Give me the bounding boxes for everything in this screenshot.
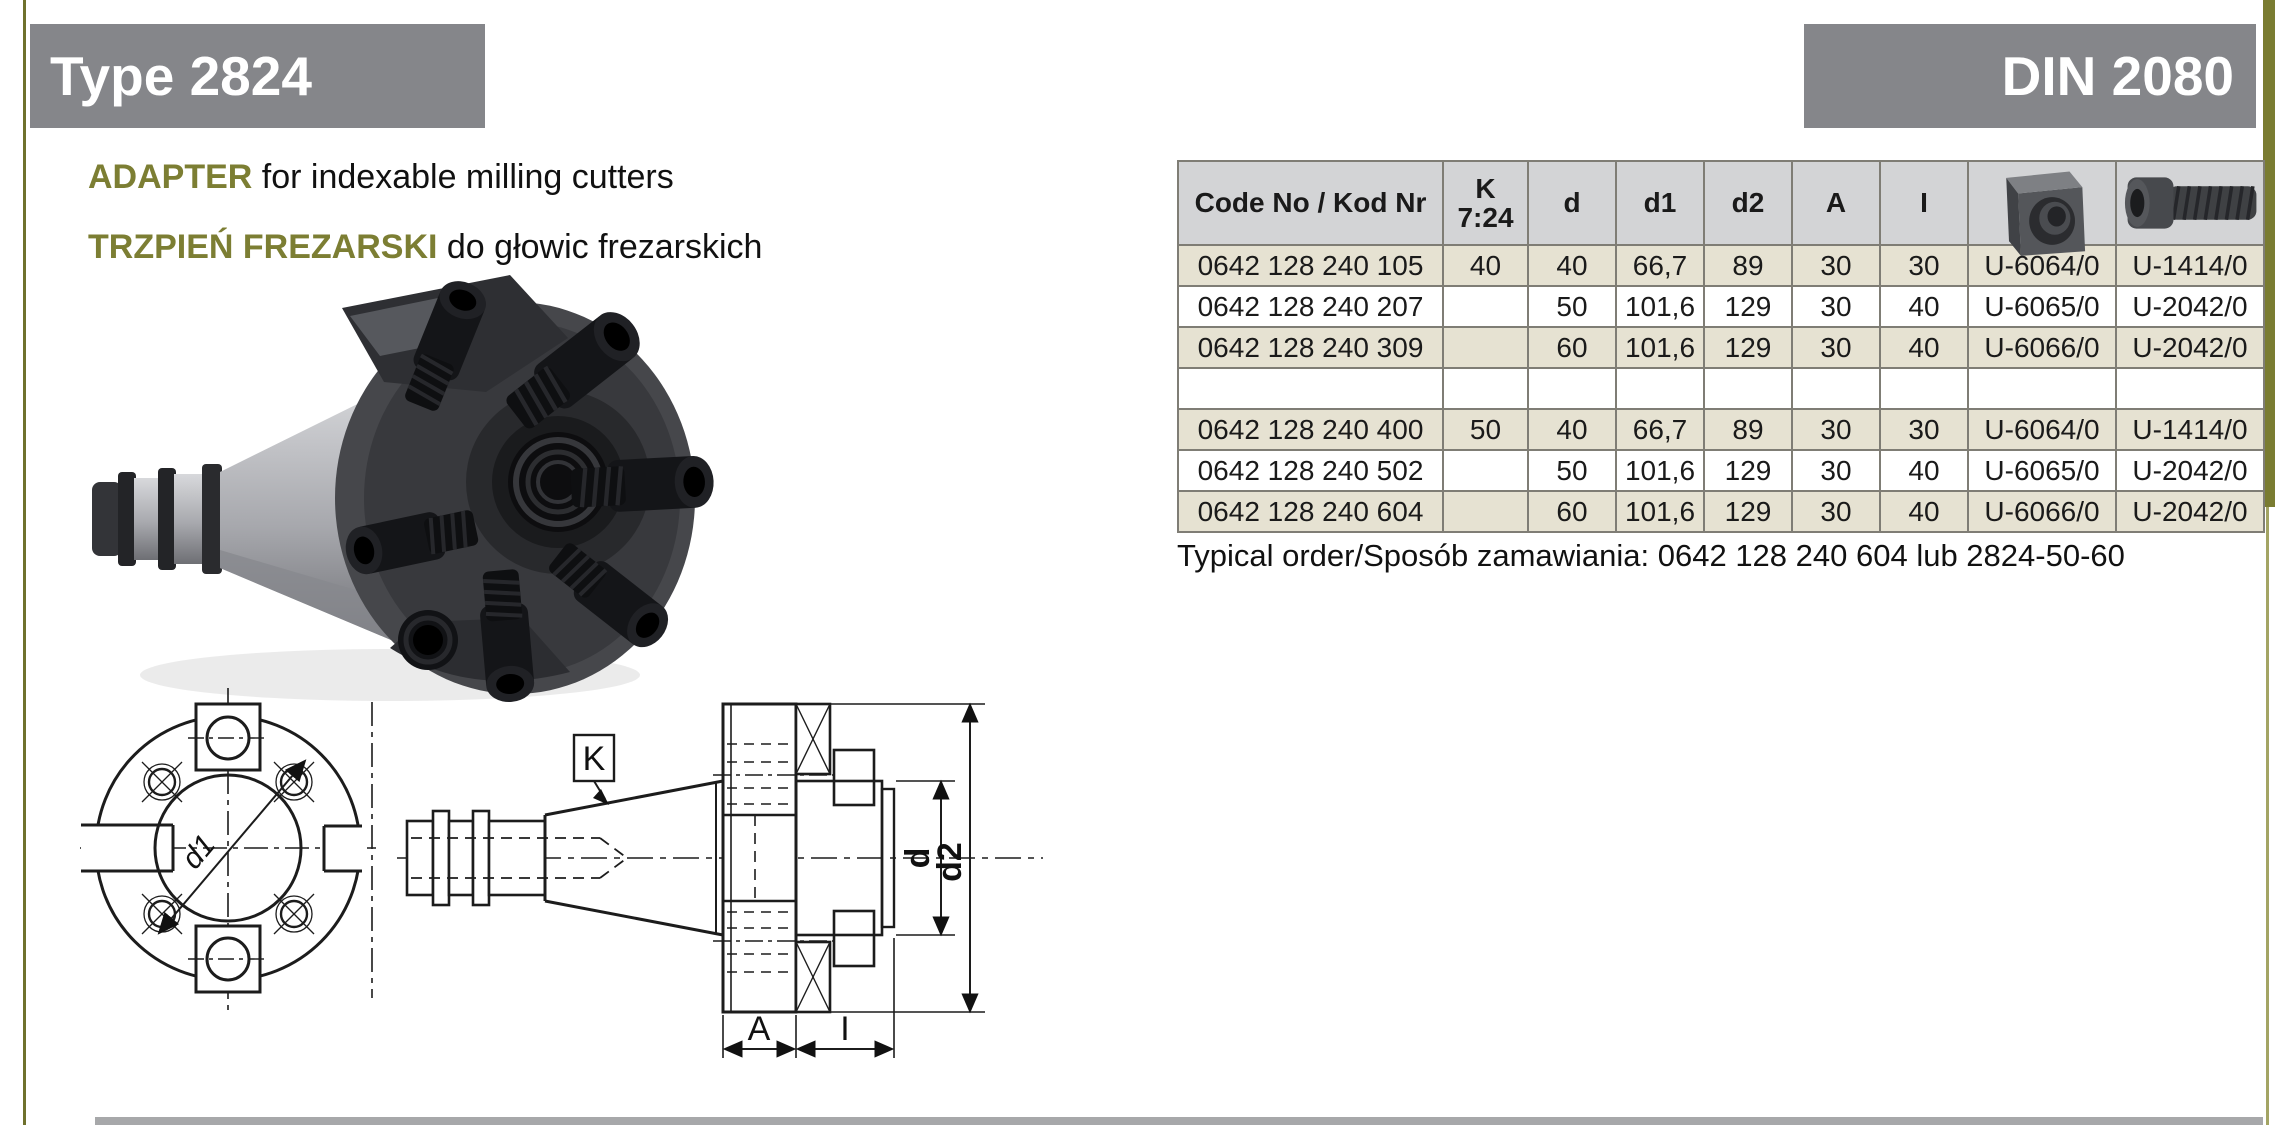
table-row [1178,491,2264,532]
cell-d2: 89 [1704,409,1792,450]
d2-dimension-label: d2 [931,842,969,882]
header-a: A [1792,161,1880,245]
cell-d: 60 [1528,327,1616,368]
description-english [88,158,674,197]
header-k-taper [1443,161,1528,245]
cell-screw-code: U-1414/0 [2116,409,2264,450]
cell-screw-code: U-2042/0 [2116,286,2264,327]
cell-a: 30 [1792,286,1880,327]
d1-dimension-label: d1 [175,828,223,876]
cell-code: 0642 128 240 400 [1178,409,1443,450]
cell-k [1443,368,1528,409]
cell-a [1792,368,1880,409]
description-pl-keyword: TRZPIEŃ FREZARSKI [88,228,438,266]
header-clamping-screw [2116,161,2264,245]
cell-d1: 101,6 [1616,327,1704,368]
cell-code: 0642 128 240 105 [1178,245,1443,286]
cell-screw-code: U-2042/0 [2116,327,2264,368]
cell-d2: 129 [1704,491,1792,532]
header-d: d [1528,161,1616,245]
table-row-spacer [1178,368,2264,409]
cell-k [1443,450,1528,491]
cell-a: 30 [1792,491,1880,532]
cell-d2: 129 [1704,286,1792,327]
left-edge-rule [23,0,26,1125]
cell-d [1528,368,1616,409]
cell-d2: 89 [1704,245,1792,286]
din-banner-label: DIN 2080 [2001,45,2234,107]
drawing-side-view [395,662,1045,1092]
cell-code: 0642 128 240 502 [1178,450,1443,491]
cell-screw-code [2116,368,2264,409]
cell-i: 40 [1880,450,1968,491]
cell-i [1880,368,1968,409]
type-banner-label: Type 2824 [50,45,312,107]
cell-screw-code: U-2042/0 [2116,491,2264,532]
cell-d2 [1704,368,1792,409]
cell-i: 30 [1880,245,1968,286]
header-k-line2: 7:24 [1457,202,1514,233]
header-clamping-nut [1968,161,2116,245]
cell-d: 60 [1528,491,1616,532]
right-edge-rule [2266,507,2269,1125]
cell-d: 50 [1528,286,1616,327]
cell-k [1443,286,1528,327]
cell-a: 30 [1792,450,1880,491]
i-dimension-label: I [840,1010,850,1048]
cell-i: 40 [1880,286,1968,327]
cell-d1: 66,7 [1616,409,1704,450]
cell-nut-code: U-6064/0 [1968,409,2116,450]
typical-order-note: Typical order/Sposób zamawiania: 0642 128 240 604 lub 2824-50-60 [1177,538,2125,573]
clamping-nut-icon [1987,162,2097,258]
bottom-edge-rule [95,1117,2263,1125]
din-standard-banner [1804,24,2256,128]
cell-i: 40 [1880,491,1968,532]
cell-nut-code: U-6066/0 [1968,327,2116,368]
spec-table-container [1177,160,2265,533]
table-row [1178,327,2264,368]
product-photo-milling-adapter [90,220,720,710]
cell-d2: 129 [1704,327,1792,368]
cell-nut-code [1968,368,2116,409]
header-d1: d1 [1616,161,1704,245]
cell-nut-code: U-6066/0 [1968,491,2116,532]
cell-nut-code: U-6065/0 [1968,450,2116,491]
table-row [1178,409,2264,450]
d-dimension-label: d [899,847,937,869]
a-dimension-label: A [747,1010,771,1048]
description-pl-text: do głowic frezarskich [437,228,763,266]
cell-code: 0642 128 240 604 [1178,491,1443,532]
header-k-line1: K [1475,173,1496,204]
table-row [1178,450,2264,491]
table-row [1178,245,2264,286]
type-banner [30,24,485,128]
cell-k: 40 [1443,245,1528,286]
cell-d: 40 [1528,245,1616,286]
cell-screw-code: U-1414/0 [2116,245,2264,286]
drawing-front-view [78,676,378,1026]
cell-d: 40 [1528,409,1616,450]
header-code-no: Code No / Kod Nr [1178,161,1443,245]
cell-a: 30 [1792,245,1880,286]
cell-d2: 129 [1704,450,1792,491]
cell-nut-code: U-6064/0 [1968,245,2116,286]
cell-k [1443,491,1528,532]
cell-i: 40 [1880,327,1968,368]
spec-table [1177,160,2265,533]
cell-d1: 101,6 [1616,491,1704,532]
table-header-row [1178,161,2264,245]
header-i: I [1880,161,1968,245]
cell-a: 30 [1792,327,1880,368]
description-en-text: for indexable milling cutters [252,158,674,196]
table-row [1178,286,2264,327]
clamping-screw-icon [2117,170,2267,236]
cell-d: 50 [1528,450,1616,491]
cell-screw-code: U-2042/0 [2116,450,2264,491]
header-d2: d2 [1704,161,1792,245]
cell-d1: 101,6 [1616,286,1704,327]
cell-k: 50 [1443,409,1528,450]
cell-i: 30 [1880,409,1968,450]
description-en-keyword: ADAPTER [88,158,253,196]
cell-code [1178,368,1443,409]
cell-d1: 101,6 [1616,450,1704,491]
cell-k [1443,327,1528,368]
k-callout-label: K [582,740,606,778]
cell-a: 30 [1792,409,1880,450]
cell-code: 0642 128 240 207 [1178,286,1443,327]
cell-nut-code: U-6065/0 [1968,286,2116,327]
cell-code: 0642 128 240 309 [1178,327,1443,368]
cell-d1: 66,7 [1616,245,1704,286]
cell-d1 [1616,368,1704,409]
